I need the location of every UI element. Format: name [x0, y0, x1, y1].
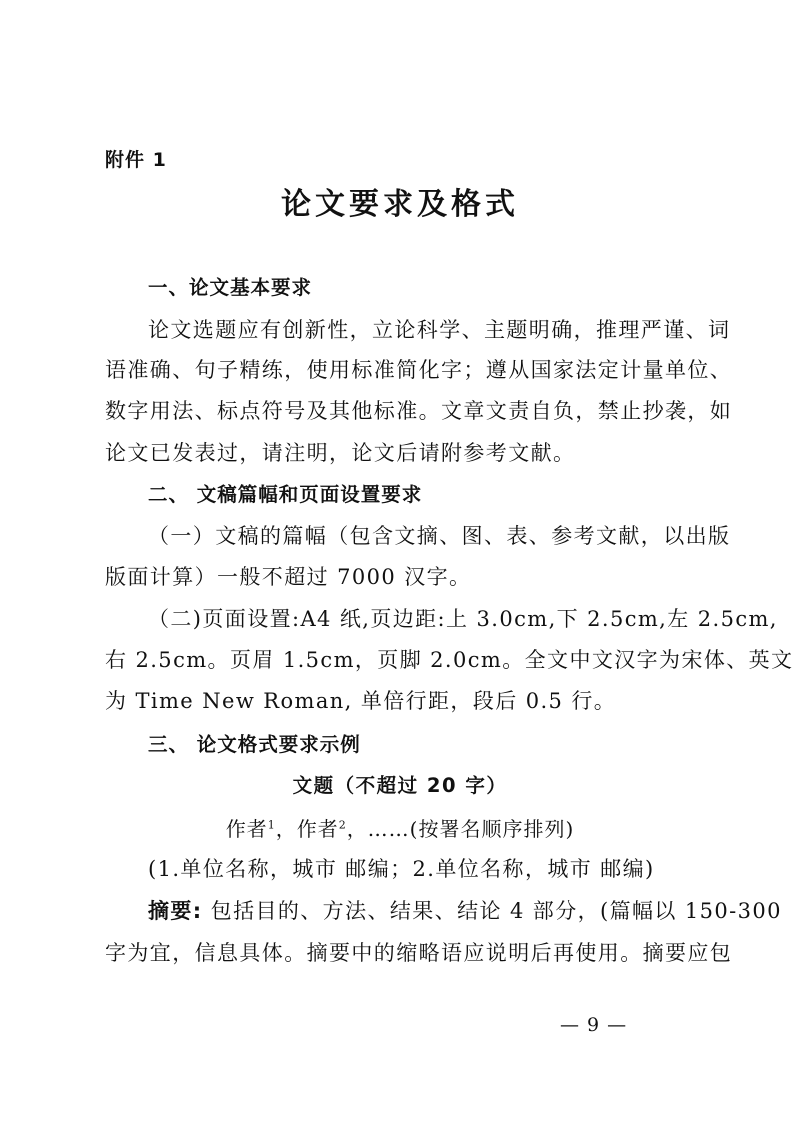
section1-line-3: 数字用法、标点符号及其他标准。文章文责自负，禁止抄袭，如: [105, 399, 733, 423]
document-title: 论文要求及格式: [281, 187, 519, 222]
abstract-line-2: 字为宜，信息具体。摘要中的缩略语应说明后再使用。摘要应包: [105, 941, 733, 965]
author-separator: ，: [275, 817, 297, 841]
page-number: — 9 —: [560, 1014, 628, 1036]
sample-paper-title: 文题（不超过 20 字）: [292, 774, 508, 797]
section1-line-2: 语准确、句子精练，使用标准简化字；遵从国家法定计量单位、: [105, 358, 733, 382]
section2-para2-line-1: （二)页面设置:A4 纸,页边距:上 3.0cm,下 2.5cm,左 2.5cm,: [148, 607, 778, 631]
abstract-line-1: [148, 896, 782, 926]
section3-heading: 三、 论文格式要求示例: [148, 733, 361, 756]
author-2: 作者: [296, 817, 339, 841]
section2-para1-line-2: 版面计算）一般不超过 7000 汉字。: [105, 565, 472, 589]
abstract-text-1: 包括目的、方法、结果、结论 4 部分，(篇幅以 150-300: [202, 899, 782, 923]
section2-para2-line-3: 为 Time New Roman, 单倍行距，段后 0.5 行。: [105, 689, 617, 713]
authors-order-note: ，……(按署名顺序排列): [346, 817, 575, 841]
annex-label: 附件 1: [105, 149, 167, 171]
abstract-label: 摘要:: [148, 899, 203, 923]
sample-affiliation: (1.单位名称，城市 邮编；2.单位名称，城市 邮编): [148, 857, 655, 881]
section1-heading: 一、论文基本要求: [148, 276, 313, 299]
section2-para2-line-2: 右 2.5cm。页眉 1.5cm，页脚 2.0cm。全文中文汉字为宋体、英文: [105, 648, 794, 672]
sample-authors-line: [0, 814, 800, 844]
author-1-superscript: 1: [267, 818, 276, 832]
section2-heading: 二、 文稿篇幅和页面设置要求: [148, 483, 423, 506]
section2-para1-line-1: （一）文稿的篇幅（包含文摘、图、表、参考文献，以出版: [148, 524, 731, 548]
section1-line-1: 论文选题应有创新性，立论科学、主题明确，推理严谨、词: [148, 318, 731, 342]
section1-line-4: 论文已发表过，请注明，论文后请附参考文献。: [105, 441, 576, 465]
author-2-superscript: 2: [338, 818, 347, 832]
author-1: 作者: [225, 817, 268, 841]
